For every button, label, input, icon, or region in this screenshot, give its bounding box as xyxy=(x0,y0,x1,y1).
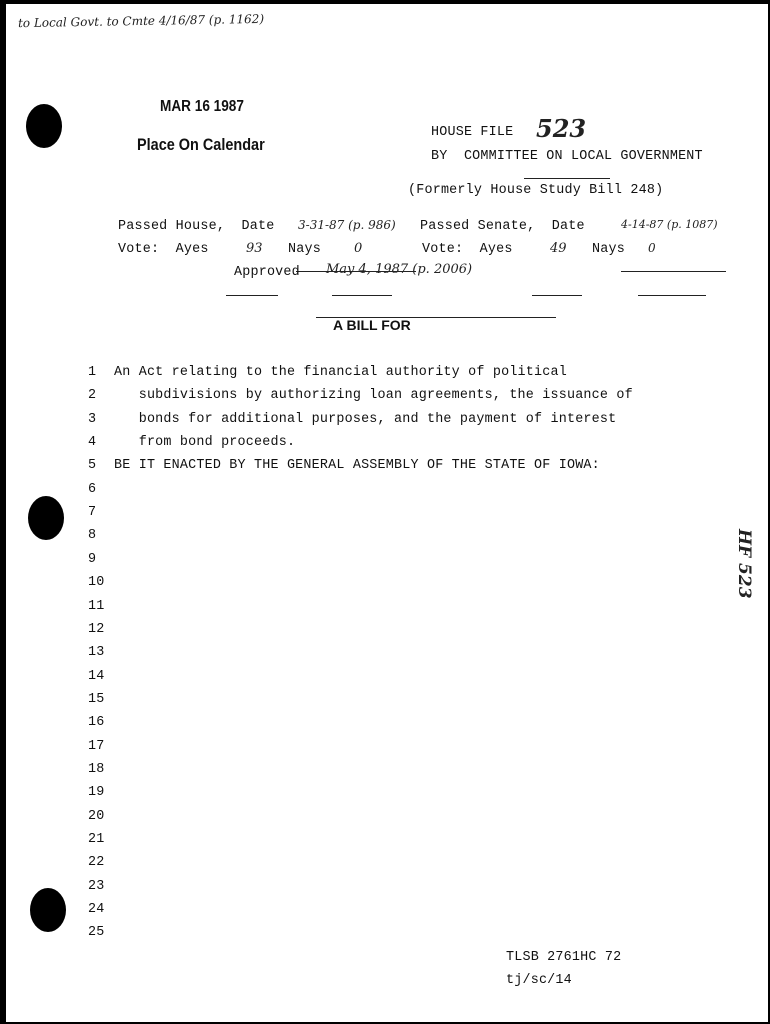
passed-house-label: Passed House, Date xyxy=(118,219,275,234)
bill-line xyxy=(88,599,114,614)
punch-hole-bottom xyxy=(30,888,66,932)
line-number: 18 xyxy=(88,761,105,777)
senate-ayes-value: 49 xyxy=(550,241,567,256)
document-page xyxy=(6,4,768,1022)
bill-title: A BILL FOR xyxy=(333,317,411,333)
bill-line xyxy=(88,388,633,403)
line-number: 23 xyxy=(88,878,105,894)
line-number: 20 xyxy=(88,808,105,824)
bill-line xyxy=(88,692,114,707)
bill-line xyxy=(88,365,567,380)
line-number: 14 xyxy=(88,668,105,684)
line-number: 15 xyxy=(88,691,105,707)
received-date-stamp: MAR 16 1987 xyxy=(160,98,244,115)
senate-nays-label: Nays xyxy=(592,242,625,257)
bill-line xyxy=(88,528,114,543)
line-text: from bond proceeds. xyxy=(114,435,296,451)
approved-date-value: May 4, 1987 (p. 2006) xyxy=(326,262,473,277)
punch-hole-middle xyxy=(28,496,64,540)
passed-senate-label: Passed Senate, Date xyxy=(420,219,585,234)
line-number: 19 xyxy=(88,785,105,801)
approved-date-field xyxy=(316,266,556,354)
bill-line xyxy=(88,622,114,637)
bill-line xyxy=(88,482,114,497)
formerly-study-bill: (Formerly House Study Bill 248) xyxy=(408,183,664,198)
top-handwritten-note: to Local Govt. to Cmte 4/16/87 (p. 1162) xyxy=(17,11,265,31)
line-number: 13 xyxy=(88,645,105,661)
place-on-calendar-stamp: Place On Calendar xyxy=(137,135,265,154)
senate-nays-value: 0 xyxy=(648,241,656,255)
line-number: 12 xyxy=(88,621,105,637)
bill-line xyxy=(88,925,114,940)
bill-line xyxy=(88,435,295,450)
bill-line xyxy=(88,762,114,777)
bill-line xyxy=(88,879,114,894)
line-number: 17 xyxy=(88,738,105,754)
line-number: 3 xyxy=(88,411,97,427)
bill-line xyxy=(88,645,114,660)
bill-line xyxy=(88,715,114,730)
line-number: 24 xyxy=(88,902,105,918)
house-ayes-value: 93 xyxy=(246,241,263,256)
bill-line xyxy=(88,785,114,800)
senate-date-value: 4-14-87 (p. 1087) xyxy=(621,218,718,231)
bill-line xyxy=(88,458,600,473)
bill-line xyxy=(88,855,114,870)
line-number: 4 xyxy=(88,435,97,451)
house-nays-label: Nays xyxy=(288,242,321,257)
house-date-value: 3-31-87 (p. 986) xyxy=(298,218,396,232)
line-number: 2 xyxy=(88,388,97,404)
bill-body xyxy=(88,365,633,941)
line-number: 10 xyxy=(88,575,105,591)
house-vote-label: Vote: Ayes xyxy=(118,242,209,257)
bill-line xyxy=(88,809,114,824)
house-nays-value: 0 xyxy=(354,241,363,256)
line-text: An Act relating to the financial authority of political xyxy=(114,365,567,380)
committee-line: BY COMMITTEE ON LOCAL GOVERNMENT xyxy=(431,149,703,164)
line-number: 16 xyxy=(88,715,105,731)
house-file-number: 523 xyxy=(536,114,587,143)
line-text: subdivisions by authorizing loan agreements, the issuance of xyxy=(114,388,633,404)
side-handwritten-file-number: HF 523 xyxy=(734,529,754,599)
line-number: 22 xyxy=(88,855,105,871)
bill-line xyxy=(88,832,114,847)
approved-label: Approved xyxy=(234,265,300,280)
line-number: 25 xyxy=(88,925,105,941)
line-text: bonds for additional purposes, and the payment of interest xyxy=(114,411,617,427)
punch-hole-top xyxy=(26,104,62,148)
line-number: 1 xyxy=(88,365,97,380)
bill-line xyxy=(88,552,114,567)
senate-vote-label: Vote: Ayes xyxy=(422,242,513,257)
line-number: 9 xyxy=(88,551,97,567)
line-number: 7 xyxy=(88,505,97,521)
tlsb-code: TLSB 2761HC 72 xyxy=(506,950,622,965)
line-number: 6 xyxy=(88,481,97,497)
house-file-label: HOUSE FILE xyxy=(431,125,514,140)
bill-line xyxy=(88,739,114,754)
bill-line xyxy=(88,505,114,520)
house-ayes-field xyxy=(226,244,278,332)
line-number: 21 xyxy=(88,832,105,847)
line-number: 5 xyxy=(88,458,97,474)
line-number: 8 xyxy=(88,528,97,544)
bill-line xyxy=(88,902,114,917)
line-text: BE IT ENACTED BY THE GENERAL ASSEMBLY OF THE STATE OF IOWA: xyxy=(114,458,600,474)
line-number: 11 xyxy=(88,598,105,614)
bill-line xyxy=(88,669,114,684)
typist-initials: tj/sc/14 xyxy=(506,973,572,988)
bill-line xyxy=(88,412,616,427)
senate-nays-field xyxy=(638,244,706,332)
bill-line xyxy=(88,575,114,590)
